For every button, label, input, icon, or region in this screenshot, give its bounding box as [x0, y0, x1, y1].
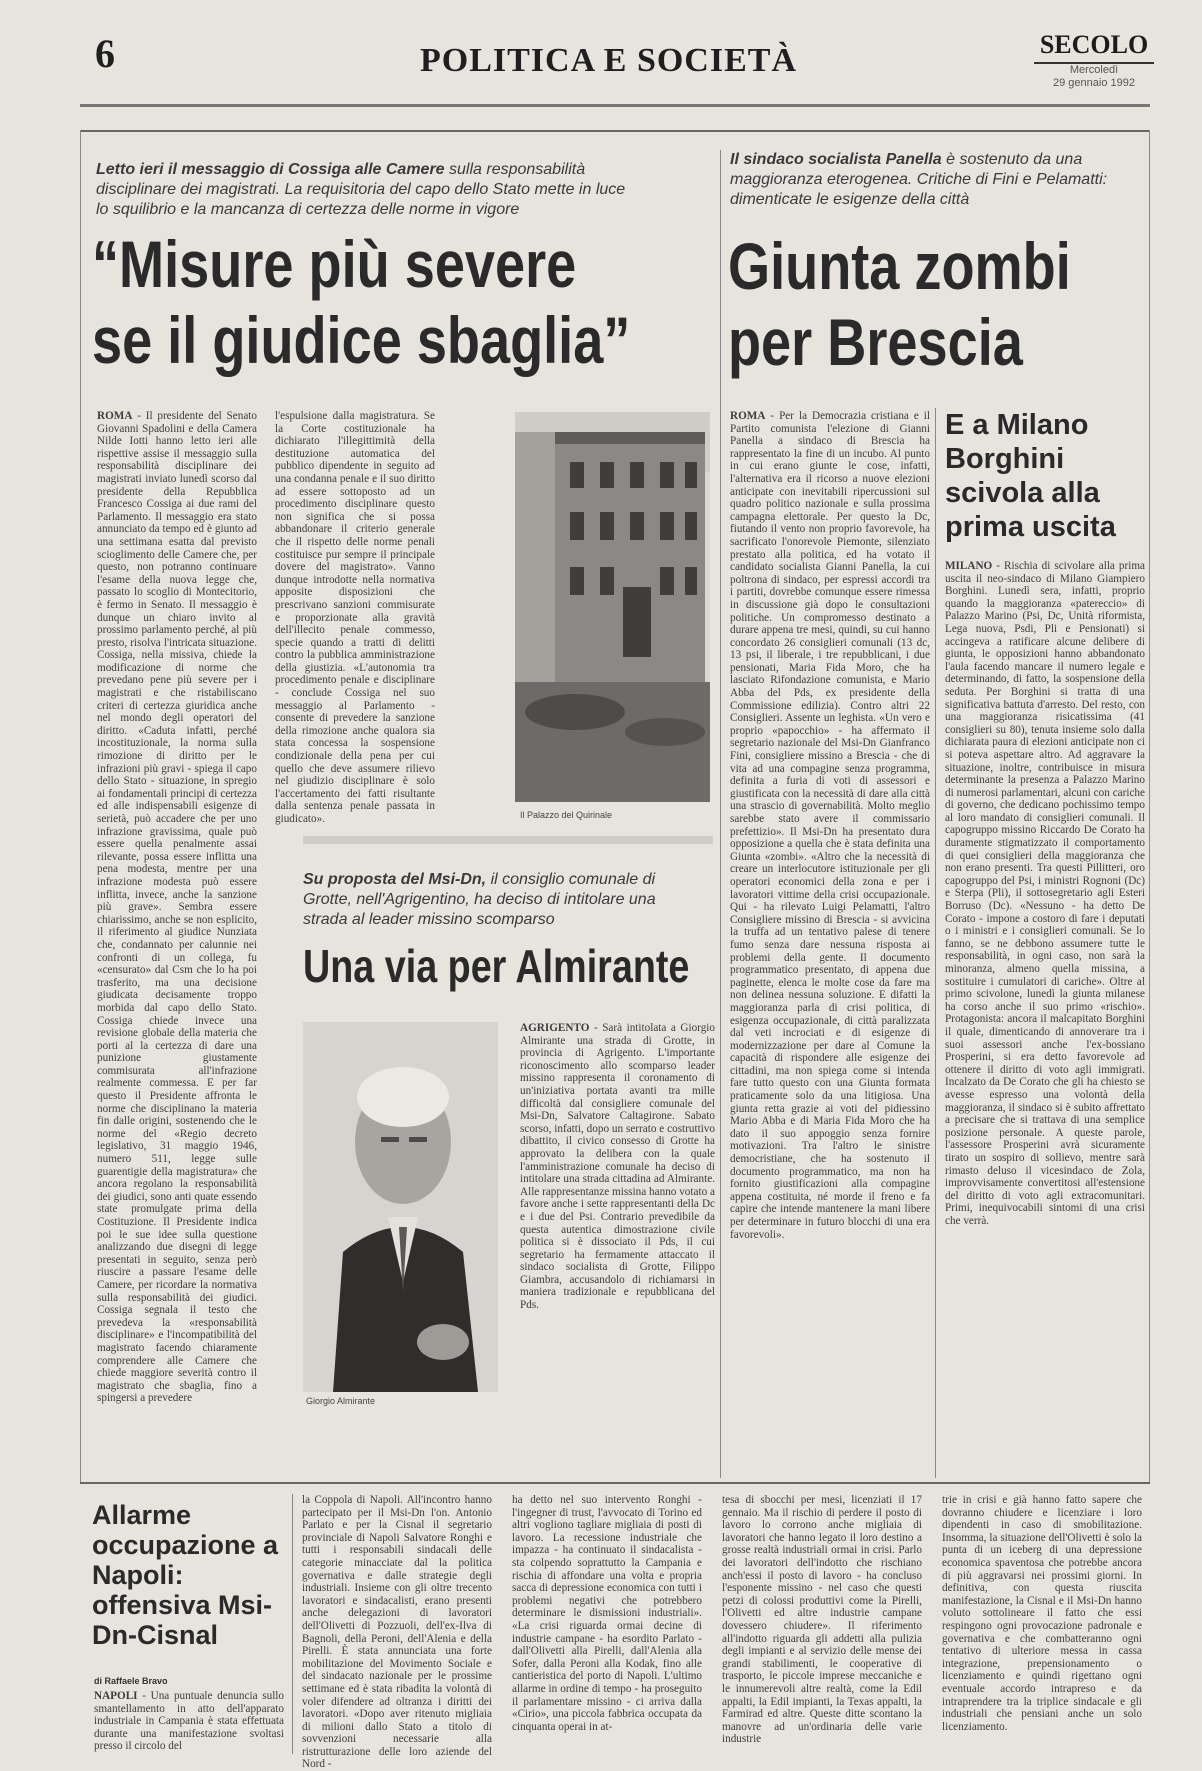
box-rule-left [80, 130, 81, 1482]
cossiga-column-1 [97, 410, 257, 1476]
napoli-headline: Allarme occupazione a Napoli: offensiva Msi-Dn-Cisnal [92, 1500, 279, 1650]
almirante-text: - Sarà intitolata a Giorgio Almirante una strada di Grotte, in provincia di Agrigento. L'importante riconoscimento allo scomparso leader missino rappresenta il coronamento di un'iniziativa portata avanti tra mille difficoltà dal consigliere comunale del Msi-Dn, Salvatore Caltagirone. Sabato scorso, infatti, dopo un serrato e costruttivo dibattito, il civico consesso di Grotte ha approvato la delibera con la quale l'amministrazione comunale ha deciso di intitolare una strada cittadina ad Almirante. Alle rappresentanze missina hanno votato a favore anche i sette rappresentanti della Dc e i due del Psi. Contrario prevedibile da questa autentica dimostrazione civile politica si è dissociato il Pds, il cui segretario ha fermamente attaccato il sindaco socialista di Grotte, Filippo Giambra, accusandolo di richiamarsi in maniera tradizionale e repubblicana del Pds. [520, 1022, 715, 1312]
brescia-headline-line1: Giunta zombi [728, 229, 1071, 303]
box-rule-top [80, 130, 1150, 132]
column-divider [720, 150, 721, 1478]
brescia-kicker-bold: Il sindaco socialista Panella [730, 151, 942, 168]
almirante-dateline: AGRIGENTO [520, 1022, 590, 1034]
napoli-dateline: NAPOLI [94, 1690, 138, 1702]
almirante-kicker-text: il consiglio comunale di Grotte, nell'Agrigentino, ha deciso di intitolare una strada al leader missino scomparso [303, 871, 656, 928]
column-divider [935, 408, 936, 1478]
quirinale-photo-image [515, 412, 710, 802]
brescia-headline [728, 228, 1154, 380]
cossiga-kicker-bold: Letto ieri il messaggio di Cossiga alle Camere [96, 161, 445, 178]
section-title: POLITICA E SOCIETÀ [420, 42, 797, 79]
cossiga-text-2: l'espulsione dalla magistratura. Se la Corte costituzionale ha dichiarato l'illegittimità della destituzione automatica del pubblico dipendente in seguito ad una condanna penale e il suo diritto ad essere sottoposto ad un procedimento disciplinare questo non significa che si possa abbandonare il criterio generale che il rispetto delle norme penali costituisce pur sempre il principale dovere del magistrato». Vanno dunque introdotte nella normativa apposite disposizioni che prescrivano sanzioni commisurate e proporzionate alla gravità dell'illecito penale commesso, specie quando a tratti di delitti contro la pubblica amministrazione della giustizia. «L'autonomia tra procedimento penale e disciplinare - conclude Cossiga nel suo messaggio al Parlamento - consente di prevedere la sanzione della rimozione anche qualora sia stata concessa la sospensione condizionale della pena per cui quello che deve assumere rilievo nel giudizio disciplinare è solo l'accertamento dei fatti risultante dalla sentenza penale passata in giudicato». [275, 410, 435, 825]
column-divider [292, 1494, 293, 1754]
milano-text: - Rischia di scivolare alla prima uscita il neo-sindaco di Milano Giampiero Borghini. Lunedì sera, infatti, proprio quando la maggioranza «patereccio» di Palazzo Marino (Psi, Dc, Unità riformista, Lega nuova, Psdi, Pli e Pensionati) si accingeva a ratificare alcune delibere di giunta, le opposizioni hanno abbandonato l'aula facendo mancare il numero legale e determinando, di fatto, la sospensione della seduta. Per Borghini si tratta di una significativa battuta d'arresto. Del resto, con una maggioranza risicatissima (41 consiglieri su 80), tenuta insieme solo dalla dichiarata paura di elezioni anticipate non ci si poteva aspettare altro. Ad aggravare la situazione, inoltre, contribuisce in misura determinante la presenza a Palazzo Marino di numerosi parlamentari, alcuni con cariche di governo, che dedicano pochissimo tempo al loro mandato di consiglieri comunali. Il capogruppo missino Riccardo De Corato ha duramente stigmatizzato il comportamento di quei consiglieri della maggioranza che non erano presenti. Tra questi Pillitteri, oro capogruppo del Psi, i ministri Rognoni (Dc) e Sterpa (Pli), il sottosegretario agli Esteri Borruso (Dc). «Nessuno - ha detto De Corato - impone a costoro di fare i deputati o i ministri e i consiglieri comunali. Se lo fanno, se ne debbono assumere tutte le responsabilità, in ogni caso, non sarà la minoranza, almeno quella missina, a sostituire i cumulatori di cariche». Oltre al primo scivolone, lunedì la giunta milanese ha corso anche il suo primo «rischio». Protagonista: ancora il malcapitato Borghini il quale, dimenticando di annoverare tra i suoi assessori anche l'ex-bossiano Prosperini, si era detto favorevole ad ottenere il diritto di voto agli immigrati. Incalzato da De Corato che gli ha chiesto se avesse espresso una volontà della maggioranza, il sindaco si è subito affrettato a precisare che si trattava di una semplice posizione personale. A queste parole, l'assessore Prosperini avrà sicuramente tirato un sospiro di sollievo, mentre sarà rimasto deluso il vicesindaco de Zola, improvvisamente convertitosi all'estensione del diritto di voto agli extracomunitari. Primi, inequivocabili sintomi di una crisi che verrà. [945, 560, 1146, 1227]
brescia-text: - Per la Democrazia cristiana e il Partito comunista l'elezione di Gianni Panella a sindaco di Brescia ha rappresentato la fine di un incubo. Al punto in cui erano giunte le cose, infatti, l'alternativa era il ricorso a nuove elezioni anticipate con inevitabili ripercussioni sul quadro politico nazionale e sulla prossima campagna elettorale. Per questo la Dc, fiutando il vento non proprio favorevole, ha sacrificato l'onorevole Piemonte, silenziato prestato alla politica, ed ha votato il candidato socialista Gianni Panella, la cui poltrona di sindaco, per espressi accordi tra i partiti, dovrebbe comunque essere rimessa in discussione già dopo le consultazioni politiche. Un compromesso destinato a durare appena tre mesi, quindi, su cui hanno concordato 26 consiglieri comunali (13 dc, 13 psi, il liberale, i tre repubblicani, i due pensionati, Maria Fida Moro, che ha lasciato Rifondazione comunista, e Mario Abba del Pds, ex presidente della Commissione edilizia). Contro altri 22 Consiglieri. Assente un leghista. «Un vero e proprio «papocchio» - ha affermato il segretario nazionale del Msi-Dn Gianfranco Fini, consigliere missino a Brescia - che di vita ad una compagine senza programma, definita a furia di voti di assessori e giustificata con la necessità di dare alla città una strascio di governabilità. Molto meglio sarebbe stato avere il commissario prefettizio». Il Msi-Dn ha presentato dura opposizione a quella che è stata definita una Giunta «zombi». «Altro che la necessità di creare un interlocutore istituzionale per gli operatori economici della zona e per i lavoratori vittime della crisi occupazionale. Qui - ha rilevato Luigi Pelamatti, l'altro Consigliere missino di Brescia - si avvicina la truffa ad un tentativo palese di tenere fumo senza dare nessuna risposta ai problemi della gente. Il documento programmatico presentato, di appena due paginette, elenca le molte cose da fare ma non delinea nessuna soluzione. E difatti la maggioranza parla di crisi politica, di esigenza occupazionale, di città paralizzata dal veti incrociati e di esigenze di modernizzazione per dare al Comune la capacità di rispondere alle esigenze dei cittadini, ma non spiega come si intenda fare tutto questo con una Giunta formata praticamente solo da una litigiosa. Una giunta retta grazie ai voti del pidiessino Mario Abba e di Maria Fida Moro che ha dato il suo appoggio senza fornire motivazioni. Tra l'altro le sinistre democristiane, che ha sostenuto il documento programmatico, ma non ha fornito giustificazioni alla compagine appena costituita, né morde il freno e fa capire che intende mantenere la mani libere per determinare in futuro blocchi di una era favorevoli». [730, 410, 931, 1241]
napoli-column-5 [942, 1494, 1142, 1754]
quirinale-caption: Il Palazzo del Quirinale [520, 810, 613, 820]
almirante-photo [303, 1022, 498, 1392]
napoli-column-2 [302, 1494, 492, 1771]
section-divider [303, 836, 713, 844]
brescia-dateline: ROMA [730, 410, 766, 422]
napoli-text-1: - Una puntuale denuncia sullo smantellamento in atto dell'apparato industriale in Campania è stata effettuata durante una manifestazione svoltasi presso il circolo del [94, 1690, 285, 1753]
almirante-caption: Giorgio Almirante [306, 1396, 376, 1406]
issue-day: Mercoledì [1069, 64, 1119, 76]
cossiga-text-1: - Il presidente del Senato Giovanni Spadolini e della Camera Nilde Iotti hanno letto ieri alle rispettive assise il messaggio sulla responsabilità disciplinare dei magistrati inviato lunedì scorso dal presidente della Repubblica Francesco Cossiga ai due rami del Parlamento. Il messaggio era stato annunciato da tempo ed è giunto ad una settimana esatta dal previsto scioglimento delle Camere che, per questo, non potranno continuare l'esame della nuova legge che, passato lo scoglio di Montecitorio, è fermo in Senato. Il messaggio è dunque un chiaro invito al prossimo parlamento perché, al più presto, risolva l'intricata situazione. Cossiga, nella missiva, chiede la modificazione di norme che prevedano pene più severe per i magistrati e che ristabiliscano criteri di certezza giuridica anche nel mondo degli operatori del diritto. «Caduta infatti, perché incostituzionale, la norma sulla rimozione di diritto per le infrazioni più gravi - spiega il capo dello Stato - situazione, in spregio ai fondamentali principi di certezza ed alle indispensabili esigenze di serietà, può accadere che per uno infrazione gravissima, quale può essere quella penalmente assai rilevante, possa essere inflitta una pena modesta, mentre per una infrazione modesta può essere inflitta, invece, anche la sanzione più grave». Sembra essere chiarissimo, anche se non esplicito, il riferimento al giudice Nunziata che, condannato per calunnie nei confronti di un collega, fu «censurato» dal Csm che lo ha poi trasferito, ma una decisione giudicata decisamente troppo morbida dal capo dello Stato. Cossiga chiede invece una revisione globale della materia che porti al la certezza di dare una punizione giustamente commisurata all'infrazione realmente commessa. E per far questo il Presidente affronta le norme che disciplinano la materia fin dalle origini, sostenendo che le norme del «Regio decreto legislativo, 31 maggio 1946, numero 511, legge sulle guarentigie della magistratura» che ancora regolano la responsabilità dei giudici, sono anti quate essendo state promulgate prima della Costituzione. Il Presidente indica poi le sue idee sulla questione analizzando due disegni di legge presentati in seguito, senza però riuscire a passare l'esame delle Camere, per ricordare la normativa sulla responsabilità dei giudici. Cossiga segnala il testo che prevedeva la «responsabilità disciplinare» e l'incompatibilità del magistrato facendo chiaramente comprendere alle Camere che chiede maggiore severità contro il magistrato che sbaglia, fino a spingersi a prevedere [97, 410, 258, 1405]
almirante-headline-text: Una via per Almirante [303, 940, 690, 992]
header-rule [80, 104, 1150, 107]
cossiga-headline-line2: se il giudice sbaglia” [92, 303, 631, 377]
napoli-column-1 [94, 1690, 284, 1754]
brescia-kicker [730, 150, 1130, 210]
milano-column [945, 560, 1145, 1476]
milano-dateline: MILANO [945, 560, 993, 572]
almirante-headline [303, 940, 762, 992]
napoli-text-3: ha detto nel suo intervento Ronghi - l'ingegner di trust, l'avvocato di Torino ed altri vogliono tagliare migliaia di posti di lavoro. La recessione industriale che impazza - ha continuato il sindacalista - sta colpendo soprattutto la Campania e rischia di affondare una volta e propria sacca di depressione economica con tutti i problemi negativi che potrebbero determinare le dismissioni industriali». «La crisi riguarda ormai decine di industrie campane - ha esordito Parlato - dall'Olivetti alla Pirelli, dall'Alenia alla Sofer, dalla Peroni alla Kodak, fino alle cantieristica del porto di Napoli. L'ultimo allarme in ordine di tempo - ha proseguito il parlamentare missino - ci arriva dalla «Cirio», una piccola fabbrica occupata da cinquanta operai in at- [512, 1494, 702, 1733]
masthead [1034, 30, 1154, 90]
quirinale-photo [515, 412, 710, 802]
almirante-kicker [303, 870, 703, 930]
napoli-text-5: trie in crisi e già hanno fatto sapere che dovranno chiudere e licenziare i loro dipendenti in caso di smobilitazione. Insomma, la situazione dell'Olivetti è solo la punta di un iceberg di una depressione economica spaventosa che potrebbe ancora di più aggravarsi nei prossimi giorni. In definitiva, con questa riuscita manifestazione, la Cisnal e il Msi-Dn hanno voluto sottolineare il fatto che essi respingono ogni provocazione padronale e governativa e che combatteranno ogni tentativo di ulteriore messa in cassa integrazione, prepensionamento o licenziamento e quindi rigettano ogni eventuale accordo intrapreso e da intraprendere tra la triplice sindacale e gli industriali che pensiani anche un solo licenziamento. [942, 1494, 1142, 1733]
brescia-headline-line2: per Brescia [728, 305, 1023, 379]
almirante-kicker-bold: Su proposta del Msi-Dn, [303, 871, 487, 888]
milano-headline: E a Milano Borghini scivola alla prima uscita [945, 409, 1116, 543]
cossiga-kicker-text: sulla responsabilità disciplinare dei magistrati. La requisitoria del capo dello Stato mette in luce lo squilibrio e la mancanza di certezza delle norme in vigore [96, 161, 626, 218]
brescia-column [730, 410, 930, 1476]
almirante-column [520, 1022, 715, 1452]
napoli-text-4: tesa di sbocchi per mesi, licenziati il 17 gennaio. Ma il rischio di perdere il posto di lavoro lo corrono anche migliaia di lavoratori che hanno legato il loro destino a grosse realtà industriali ormai in crisi. Parlo dei lavoratori dell'indotto che rischiano anch'essi il posto di lavoro - ha concluso l'esponente missino - nel caso che questi petzi di colossi produttivi come la Pirelli, l'Olivetti ed altre industrie campane dovessero chiudere». Il riferimento all'indotto riguarda gli addetti alla pulizia degli impianti e al servizio delle mense dei grandi stabilimenti, le cooperative di trasporto, le piccole imprese meccaniche e le innumerevoli altre realtà, come la Edil appalti, la Edil impianti, la Texas appalti, la Farmirad ed altre. Queste ditte scontano la manovre ad un'ordinaria delle varie industrie [722, 1494, 922, 1746]
page-number: 6 [95, 31, 115, 76]
cossiga-kicker [96, 160, 636, 220]
cossiga-dateline: ROMA [97, 410, 133, 422]
cossiga-headline-line1: “Misure più severe [92, 227, 577, 301]
napoli-byline: di Raffaele Bravo [94, 1676, 168, 1686]
issue-date: 29 gennaio 1992 [1053, 77, 1135, 89]
napoli-text-2: la Coppola di Napoli. All'incontro hanno partecipato per il Msi-Dn l'on. Antonio Parlato e per la Cisnal il segretario provinciale di Napoli Salvatore Ronghi e tutti i responsabili sindacali delle categorie minacciate dal la politica governativa e dalle strategie degli industriali. Insieme con gli oltre trecento lavoratori e sindacalisti, erano presenti anche delegazioni di lavoratori dell'Olivetti di Pozzuoli, dell'ex-Ilva di Bagnoli, della Peroni, dell'Alenia e della Pirelli. È stata annunciata una forte mobilitazione del Movimento Sociale e del sindacato nazionale per le prossime settimane ed è stata ribadita la volontà di voler difendere ad oltranza i diritti dei lavoratori. «Dopo aver ritenuto migliaia di milioni dallo Stato a titolo di sovvenzioni necessarie alla ristrutturazione delle loro aziende del Nord - [302, 1494, 492, 1771]
newspaper-logo: SECOLO [1034, 30, 1154, 64]
brescia-kicker-text: è sostenuto da una maggioranza eterogenea. Critiche di Fini e Pelamatti: dimenticate le esigenze della città [730, 151, 1108, 208]
almirante-photo-image [303, 1022, 498, 1392]
napoli-column-4 [722, 1494, 922, 1754]
box-rule-bottom [80, 1482, 1150, 1484]
cossiga-column-2 [275, 410, 435, 826]
napoli-column-3 [512, 1494, 702, 1754]
cossiga-headline [92, 226, 715, 378]
